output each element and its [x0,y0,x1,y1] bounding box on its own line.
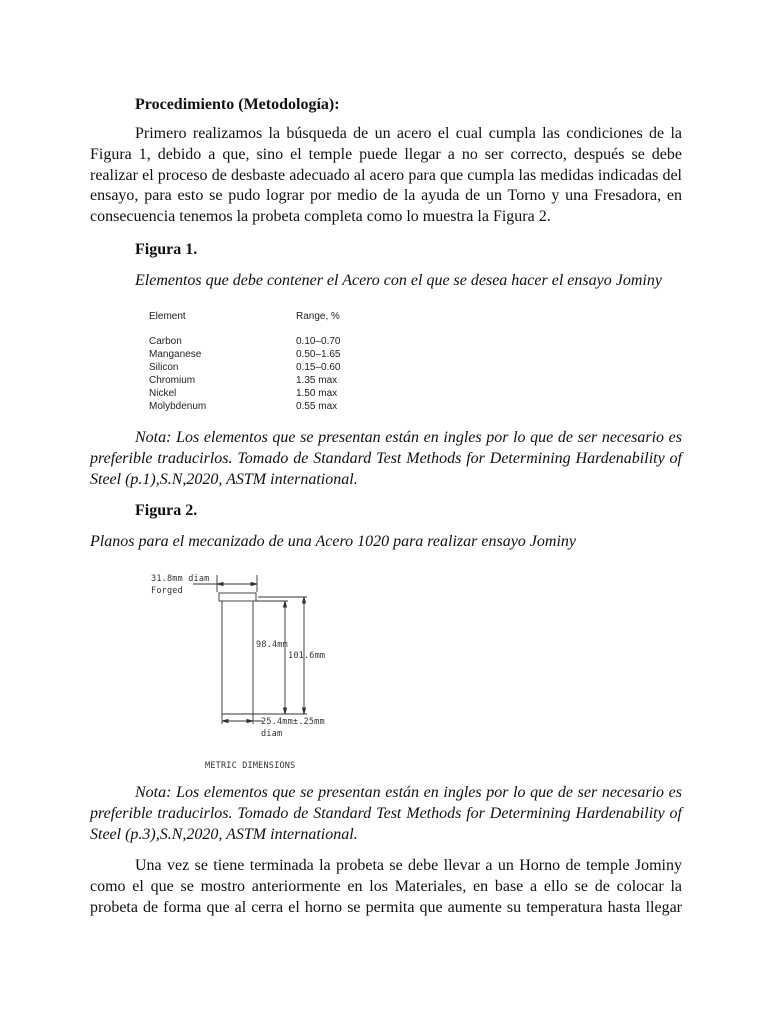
figure-1-caption: Elementos que debe contener el Acero con el que se desea hacer el ensayo Jominy [135,272,662,289]
table-cell-range: 0.15–0.60 [296,362,341,373]
total-length-label: 101.6mm [288,651,326,661]
figure-2-label: Figura 2. [135,502,198,519]
figure-2-note: Nota: Los elementos que se presentan están en ingles por lo que de ser necesario es preferible traducirlos. Tomado de Standard Test Methods for Determining Hardenability of Steel (p.3),S.N,2020, ASTM international. [90,784,682,843]
table-row [149,336,399,349]
intro-paragraph: Primero realizamos la búsqueda de un acero el cual cumpla las condiciones de la Figura 1, debido a que, sino el temple puede llegar a no ser correcto, después se debe realizar el proceso de desbaste adecuado al acero para que cumpla las medidas indicadas del ensayo, para esto se pudo lograr por medio de la ayuda de un Torno y una Fresadora, en consecuencia tenemos la probeta completa como lo muestra la Figura 2. [90,125,682,226]
specimen-drawing [145,572,345,772]
specimen-drawing-lines [145,572,345,772]
table-cell-element: Molybdenum [149,401,207,412]
table-cell-element: Carbon [149,336,182,347]
table-cell-element: Chromium [149,375,196,386]
table-cell-range: 0.50–1.65 [296,349,341,360]
inner-length-label: 98.4mm [256,640,288,650]
section-heading: Procedimiento (Metodología): [135,96,340,113]
figure-2-caption: Planos para el mecanizado de una Acero 1020 para realizar ensayo Jominy [90,533,577,550]
figure-1-note: Nota: Los elementos que se presentan están en ingles por lo que de ser necesario es preferible traducirlos. Tomado de Standard Test Methods for Determining Hardenability of Steel (p.1),S.N,2020, ASTM international. [90,429,682,488]
table-row [149,388,399,401]
table-header-element: Element [149,311,186,322]
table-cell-range: 0.10–0.70 [296,336,341,347]
table-cell-range: 0.55 max [296,401,338,412]
forged-label: Forged [151,586,183,596]
table-cell-range: 1.35 max [296,375,338,386]
table-cell-element: Manganese [149,349,202,360]
table-row [149,401,399,414]
metric-dimensions-label: METRIC DIMENSIONS [205,761,296,771]
table-row [149,349,399,362]
table-row [149,375,399,388]
table-cell-element: Nickel [149,388,177,399]
figure-1-label: Figura 1. [135,241,198,258]
table-cell-element: Silicon [149,362,179,373]
table-row [149,362,399,375]
bottom-diameter-label: 25.4mm±.25mm [261,717,325,727]
closing-paragraph: Una vez se tiene terminada la probeta se debe llevar a un Horno de temple Jominy como el que se mostro anteriormente en los Materiales, en base a ello se de colocar la probeta de forma que al cerra el horno se permita que aumente su temperatura hasta llegar [90,857,682,916]
top-diameter-label: 31.8mm diam [151,574,210,584]
diam-label: diam [261,729,283,739]
table-header-range: Range, % [296,311,340,322]
table-cell-range: 1.50 max [296,388,338,399]
